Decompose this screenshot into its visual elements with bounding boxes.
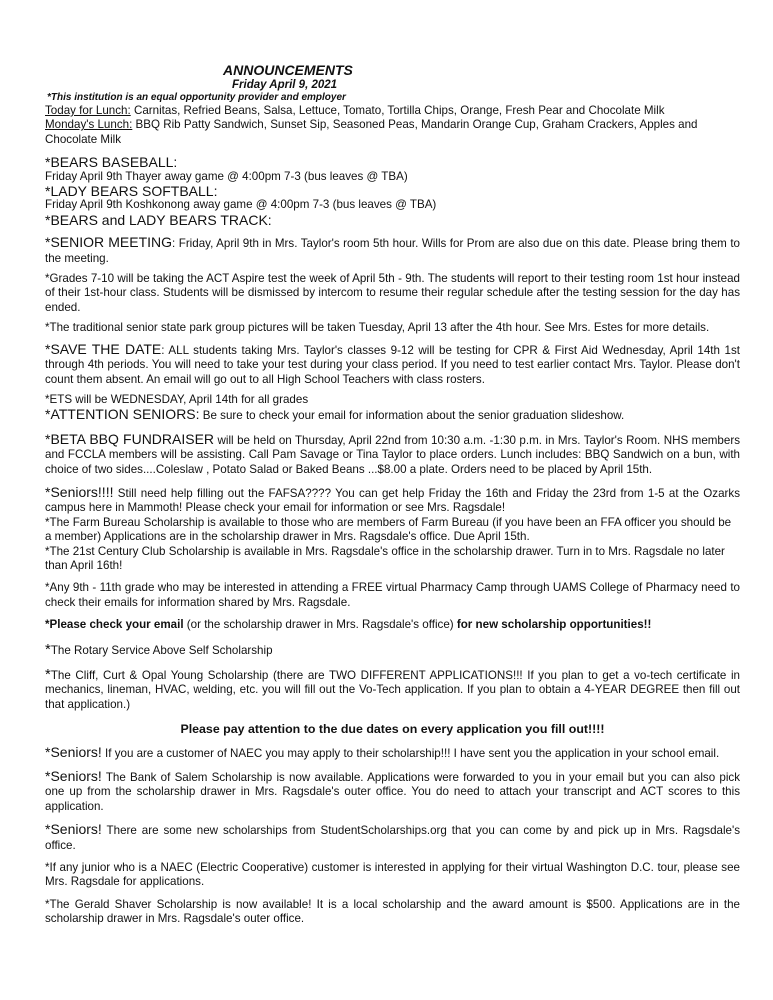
check-email-end: for new scholarship opportunities!! [456,618,652,632]
baseball-schedule: Friday April 9th Thayer away game @ 4:00pm 7-3 (bus leaves @ TBA) [45,169,408,183]
fafsa-help [45,485,740,516]
monday-lunch-menu: BBQ Rib Patty Sandwich, Sunset Sip, Seasoned Peas, Mandarin Orange Cup, Graham Crackers, Apples and Chocolate Milk [45,118,698,146]
monday-lunch-label: Monday's Lunch: [45,118,133,132]
young-star: * [45,666,51,683]
naec-text: If you are a customer of NAEC you may apply to their scholarship!!! I have sent you the application in your school email. [101,746,720,760]
young-text: The Cliff, Curt & Opal Young Scholarship (there are TWO DIFFERENT APPLICATIONS!!! If you plan to get a vo-tech certificate in mechanics, lineman, HVAC, welding, etc. you will fill out the Vo-Tech application. If you plan to obtain a 4-YEAR DEGREE then fill out that application.) [45,669,740,711]
ets-notice: *ETS will be WEDNESDAY, April 14th for all grades [45,392,309,406]
beta-fundraiser-lead: *BETA BBQ FUNDRAISER [45,430,215,447]
fafsa-lead: *Seniors!!!! [45,483,114,500]
fafsa-text: Still need help filling out the FAFSA???? You can get help Friday the 16th and Friday the 23rd from 1-5 at the Ozarks campus here in Mammoth! Please check your email for information or see Mrs. Ragsdale! [45,486,740,515]
attention-seniors-text: Be sure to check your email for information about the senior graduation slideshow. [199,409,625,423]
student-text: There are some new scholarships from StudentScholarships.org that you can come by and pick up in Mrs. Ragsdale's office. [45,824,740,852]
farm-bureau-scholarship: *The Farm Bureau Scholarship is available to those who are members of Farm Bureau (if you have been an FFA officer you should be a member) Applications are in the scholarship drawer in Mrs. Ragsdale's office. Due April 15th. [45,515,732,544]
due-dates-reminder: Please pay attention to the due dates on every application you fill out!!!! [180,722,605,737]
gerald-shaver-scholarship: *The Gerald Shaver Scholarship is now available! It is a local scholarship and the award amount is $500. Applications are in the scholarship drawer in Mrs. Ragsdale's outer office. [45,897,740,926]
today-lunch-label: Today for Lunch: [45,104,131,117]
beta-fundraiser [45,432,740,477]
page-date: Friday April 9, 2021 [232,79,338,91]
student-scholarships [45,822,740,853]
naec-scholarship [45,745,740,761]
salem-lead: *Seniors! [45,768,102,785]
student-lead: *Seniors! [45,821,102,838]
young-scholarship [45,668,740,712]
announcements-page [45,62,740,927]
save-the-date-lead: *SAVE THE DATE [45,340,162,357]
bank-of-salem-scholarship [45,769,740,814]
naec-lead: *Seniors! [45,743,102,760]
salem-text: The Bank of Salem Scholarship is now available. Applications were forwarded to you in your email but you can also pick one up from the scholarship drawer in Mrs. Ragsdale's outer office. You do need to attach your transcript and ACT scores to this application. [45,771,740,813]
attention-seniors [45,407,740,423]
page-title: ANNOUNCEMENTS [223,62,353,78]
today-lunch-menu: Carnitas, Refried Beans, Salsa, Lettuce, Tomato, Tortilla Chips, Orange, Fresh Pear and Chocolate Milk [130,104,665,117]
check-email-lead: *Please check your email [45,618,184,632]
state-park-pictures: *The traditional senior state park group pictures will be taken Tuesday, April 13 after the 4th hour. See Mrs. Estes for more details. [45,321,710,335]
rotary-star: * [45,640,51,658]
save-the-date [45,342,740,387]
dc-tour-notice: *If any junior who is a NAEC (Electric Cooperative) customer is interested in applying for their virtual Washington D.C. tour, please see Mrs. Ragsdale for applications. [45,861,740,889]
check-email-notice [45,618,740,632]
baseball-heading: *BEARS BASEBALL: [45,154,178,171]
softball-heading: *LADY BEARS SOFTBALL: [45,183,218,200]
senior-meeting [45,235,740,266]
equal-opportunity-note: *This institution is an equal opportunity provider and employer [47,92,346,103]
today-lunch [45,104,740,118]
monday-lunch [45,118,740,147]
senior-meeting-text: : Friday, April 9th in Mrs. Taylor's room 5th hour. Wills for Prom are also due on this date. Please bring them to the meeting. [45,237,740,265]
act-aspire-notice: *Grades 7-10 will be taking the ACT Aspire test the week of April 5th - 9th. The students will report to their testing room 1st hour instead of their 1st-hour class. Students will be dismissed by intercom to resume their regular schedule after the testing session for the day has ended. [45,272,740,314]
senior-meeting-lead: *SENIOR MEETING [45,234,173,251]
attention-seniors-lead: *ATTENTION SENIORS: [45,406,200,423]
century-club-scholarship: *The 21st Century Club Scholarship is available in Mrs. Ragsdale's office in the scholarship drawer. Turn in to Mrs. Ragsdale no later than April 16th! [45,544,725,572]
rotary-text: The Rotary Service Above Self Scholarship [50,643,273,657]
check-email-middle: (or the scholarship drawer in Mrs. Ragsdale's office) [183,618,457,632]
pharmacy-camp: *Any 9th - 11th grade who may be interested in attending a FREE virtual Pharmacy Camp through UAMS College of Pharmacy need to check their emails for information shared by Mrs. Ragsdale. [45,581,740,609]
track-heading: *BEARS and LADY BEARS TRACK: [45,211,272,228]
save-the-date-text: : ALL students taking Mrs. Taylor's classes 9-12 will be testing for CPR & First Aid Wednesday, April 14th 1st through 4th periods. You will need to take your test during your class period. If you need to test earlier contact Mrs. Taylor. Please don't count them absent. An email will go out to all High School Teachers with class rosters. [45,343,740,386]
beta-fundraiser-text: will be held on Thursday, April 22nd from 10:30 a.m. -1:30 p.m. in Mrs. Taylor's Room. NHS members and FCCLA members will be assisting. Call Pam Savage or Tina Taylor to place orders. Lunch includes: BBQ Sandwich on a bun, with choice of two sides....Coleslaw , Potato Salad or Baked Beans ...$8.00 a plate. Orders need to be placed by April 15th. [45,433,740,476]
softball-schedule: Friday April 9th Koshkonong away game @ 4:00pm 7-3 (bus leaves @ TBA) [45,198,437,212]
rotary-scholarship [45,640,740,658]
